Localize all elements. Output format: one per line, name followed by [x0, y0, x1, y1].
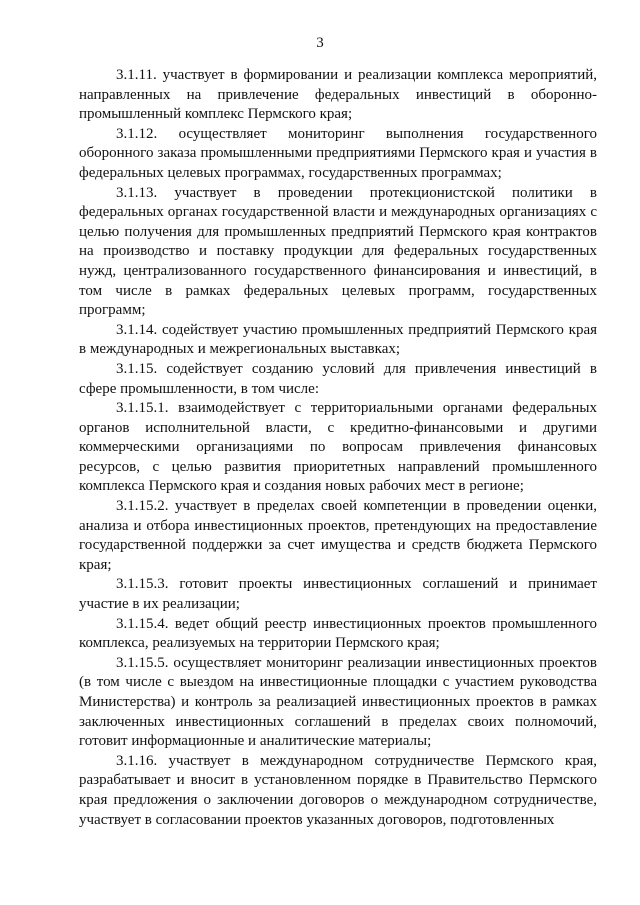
paragraph-3-1-15-2: 3.1.15.2. участвует в пределах своей компетенции в проведении оценки, анализа и отбора инвестиционных проектов, претендующих на предоставление государственной поддержки за счет имущества и средств бюджета Пермского края; [79, 498, 597, 573]
paragraph-3-1-15-1: 3.1.15.1. взаимодействует с территориальными органами федеральных органов исполнительной власти, с кредитно-финансовыми и другими коммерческими организациями по вопросам привлечения финансовых ресурсов, с целью развития приоритетных направлений промышленного комплекса Пермского края и создания новых рабочих мест в регионе; [79, 400, 597, 495]
paragraph-3-1-15-5: 3.1.15.5. осуществляет мониторинг реализации инвестиционных проектов (в том числе с выездом на инвестиционные площадки с участием руководства Министерства) и контроль за реализацией инвестиционных проектов в рамках заключенных инвестиционных соглашений в пределах своих полномочий, готовит информационные и аналитические материалы; [79, 654, 597, 750]
paragraph-3-1-14: 3.1.14. содействует участию промышленных предприятий Пермского края в международных и межрегиональных выставках; [79, 321, 597, 358]
paragraph-3-1-13: 3.1.13. участвует в проведении протекционистской политики в федеральных органах государственной власти и международных организациях с целью получения для промышленных предприятий Пермского края контрактов на производство и поставку продукции для федеральных государственных нужд, централизованного государственного финансирования и инвестиций, в том числе в рамках федеральных целевых программ, государственных программ; [79, 184, 597, 319]
paragraph-3-1-11: 3.1.11. участвует в формировании и реализации комплекса мероприятий, направленных на привлечение федеральных инвестиций в оборонно-промышленный комплекс Пермского края; [79, 67, 597, 123]
paragraph-3-1-12: 3.1.12. осуществляет мониторинг выполнения государственного оборонного заказа промышленными предприятиями Пермского края и участия в федеральных целевых программах, государственных программах; [79, 125, 597, 181]
paragraph-3-1-15: 3.1.15. содействует созданию условий для привлечения инвестиций в сфере промышленности, в том числе: [79, 360, 597, 397]
paragraph-3-1-16: 3.1.16. участвует в международном сотрудничестве Пермского края, разрабатывает и вносит в установленном порядке в Правительство Пермского края предложения о заключении договоров о международном сотрудничестве, участвует в согласовании проектов указанных договоров, подготовленных [79, 752, 597, 828]
paragraph-3-1-15-4: 3.1.15.4. ведет общий реестр инвестиционных проектов промышленного комплекса, реализуемых на территории Пермского края; [79, 615, 597, 652]
paragraph-3-1-15-3: 3.1.15.3. готовит проекты инвестиционных соглашений и принимает участие в их реализации; [79, 576, 597, 613]
document-body [79, 66, 597, 830]
page-number: 3 [316, 35, 324, 51]
